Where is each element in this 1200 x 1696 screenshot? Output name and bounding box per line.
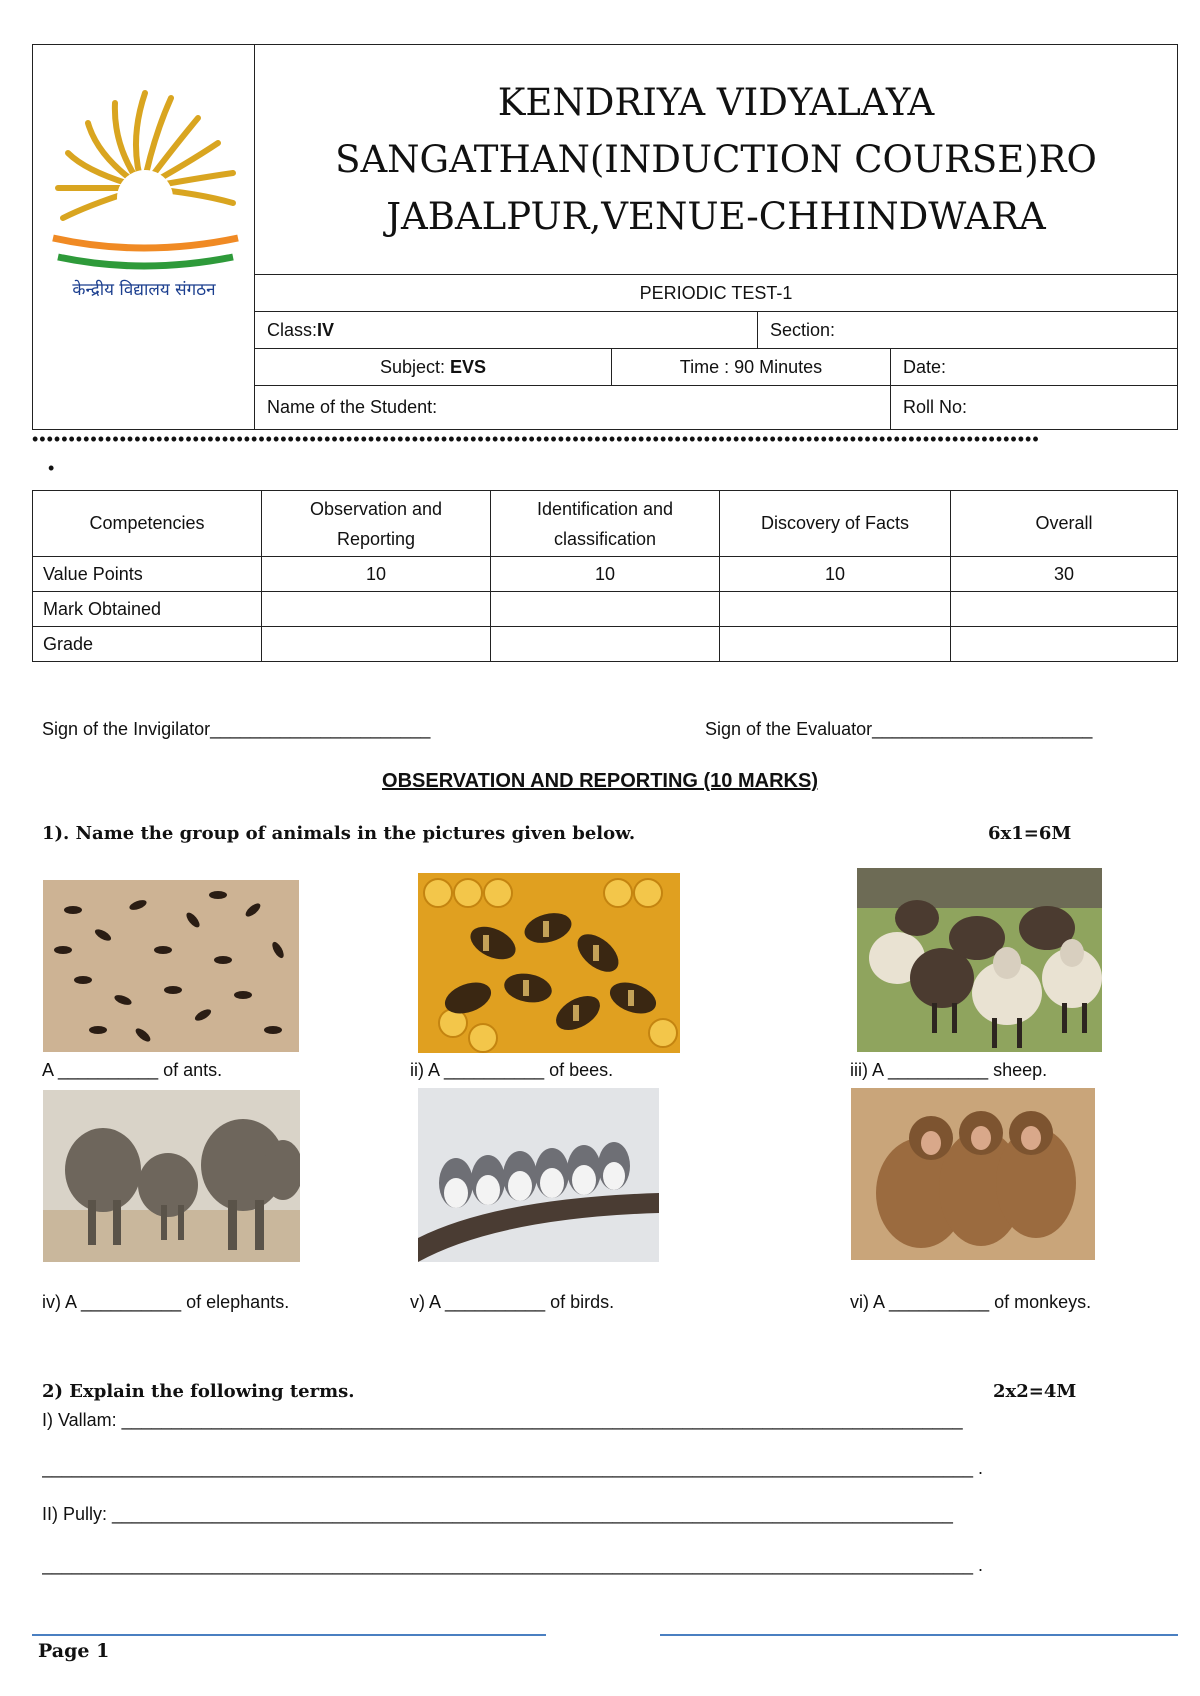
elephants-photo bbox=[43, 1090, 300, 1262]
table-row bbox=[33, 557, 1178, 592]
table-cell[interactable] bbox=[720, 627, 951, 662]
table-cell[interactable] bbox=[951, 592, 1178, 627]
caption-birds: v) A __________ of birds. bbox=[410, 1292, 615, 1312]
time-field: Time : 90 Minutes bbox=[612, 349, 891, 385]
table-cell: 10 bbox=[491, 557, 720, 592]
school-title: KENDRIYA VIDYALAYA SANGATHAN(INDUCTION COURSE)RO JABALPUR,VENUE-CHHINDWARA bbox=[255, 45, 1177, 275]
class-value: IV bbox=[317, 319, 335, 340]
subject-field bbox=[255, 349, 612, 385]
birds-photo bbox=[418, 1088, 659, 1262]
caption-monkeys: vi) A __________ of monkeys. bbox=[850, 1292, 1092, 1312]
table-cell[interactable] bbox=[720, 592, 951, 627]
table-header: Overall bbox=[951, 491, 1178, 557]
table-header: Identification and classification bbox=[491, 491, 720, 557]
question-2: 2) Explain the following terms. bbox=[42, 1381, 355, 1402]
table-row bbox=[33, 592, 1178, 627]
table-header: Competencies bbox=[33, 491, 262, 557]
kvs-logo bbox=[33, 63, 253, 293]
ants-photo bbox=[43, 880, 299, 1052]
competency-table bbox=[32, 490, 1178, 662]
question-1-marks: 6x1=6M bbox=[988, 823, 1072, 844]
logo-cell bbox=[33, 45, 255, 429]
logo-text: केन्द्रीय विद्यालय संगठन bbox=[72, 280, 216, 300]
subject-label: Subject: bbox=[379, 356, 445, 377]
table-cell[interactable] bbox=[491, 627, 720, 662]
section-title: OBSERVATION AND REPORTING (10 MARKS) bbox=[382, 770, 818, 792]
name-row bbox=[255, 386, 1177, 429]
row-label: Value Points bbox=[33, 557, 262, 592]
table-row bbox=[33, 627, 1178, 662]
table-cell[interactable] bbox=[951, 627, 1178, 662]
question-2-marks: 2x2=4M bbox=[993, 1381, 1077, 1402]
evaluator-sign: Sign of the Evaluator______________________ bbox=[705, 719, 1093, 739]
footer-rule bbox=[32, 1634, 546, 1636]
header-table bbox=[32, 44, 1178, 430]
row-label: Mark Obtained bbox=[33, 592, 262, 627]
question-1: 1). Name the group of animals in the pictures given below. bbox=[42, 823, 636, 844]
date-field[interactable]: Date: bbox=[903, 356, 947, 377]
row-label: Grade bbox=[33, 627, 262, 662]
table-cell[interactable] bbox=[491, 592, 720, 627]
roll-no-field[interactable]: Roll No: bbox=[903, 397, 968, 417]
test-name: PERIODIC TEST-1 bbox=[639, 282, 793, 303]
dotted-separator: •••••••••••••••••••••••••••••••••••••••••••••••••••••••••••••••••••••••••••••••••••••••••••••••••••••••••••••••••••••••••••••••••••••••••• bbox=[32, 432, 1040, 446]
table-header: Observation and Reporting bbox=[262, 491, 491, 557]
class-row bbox=[255, 312, 1177, 349]
caption-ants: A __________ of ants. bbox=[42, 1060, 223, 1080]
table-cell[interactable] bbox=[262, 627, 491, 662]
dotted-separator-end: • bbox=[48, 458, 55, 478]
answer-vallam[interactable]: I) Vallam: ____________________________________________________________________________________ bbox=[42, 1410, 963, 1430]
caption-bees: ii) A __________ of bees. bbox=[410, 1060, 614, 1080]
subject-value: EVS bbox=[450, 356, 487, 377]
answer-pully[interactable]: II) Pully: ____________________________________________________________________________________ bbox=[42, 1504, 953, 1524]
table-cell: 30 bbox=[951, 557, 1178, 592]
table-header: Discovery of Facts bbox=[720, 491, 951, 557]
class-label: Class: bbox=[267, 319, 318, 340]
monkeys-photo bbox=[851, 1088, 1095, 1260]
subject-row bbox=[255, 349, 1177, 386]
table-cell[interactable] bbox=[262, 592, 491, 627]
caption-sheep: iii) A __________ sheep. bbox=[850, 1060, 1048, 1080]
caption-elephants: iv) A __________ of elephants. bbox=[42, 1292, 290, 1312]
test-name-row bbox=[255, 275, 1177, 312]
bees-photo bbox=[418, 873, 680, 1053]
student-name-field[interactable]: Name of the Student: bbox=[255, 386, 891, 429]
section-field[interactable]: Section: bbox=[770, 319, 836, 340]
table-cell: 10 bbox=[262, 557, 491, 592]
page-number: Page 1 bbox=[38, 1640, 110, 1662]
class-field[interactable] bbox=[255, 312, 758, 348]
answer-line[interactable]: _____________________________________________________________________________________________ . bbox=[42, 1555, 984, 1575]
footer-rule bbox=[660, 1634, 1178, 1636]
table-header-row bbox=[33, 491, 1178, 557]
sheep-photo bbox=[857, 868, 1102, 1052]
answer-line[interactable]: _____________________________________________________________________________________________ . bbox=[42, 1458, 984, 1478]
table-cell: 10 bbox=[720, 557, 951, 592]
invigilator-sign: Sign of the Invigilator______________________ bbox=[42, 719, 431, 739]
